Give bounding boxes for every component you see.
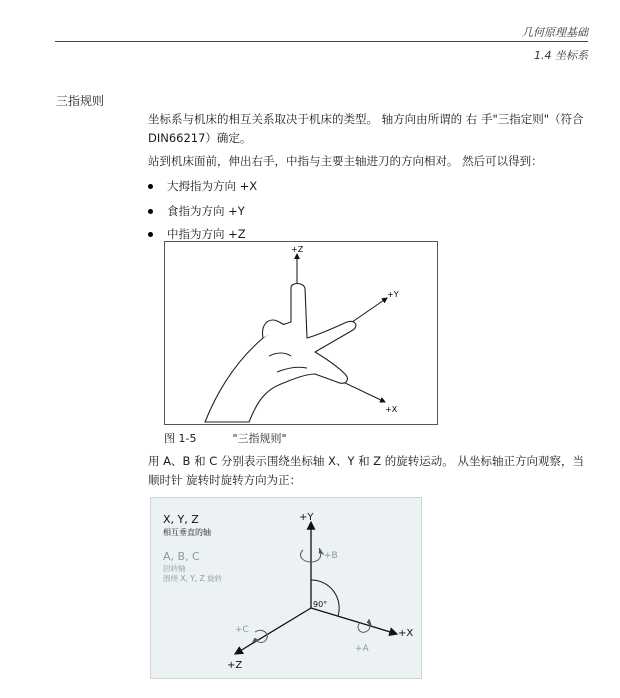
paragraph-rotation: 用 A、B 和 C 分别表示围绕坐标轴 X、Y 和 Z 的旋转运动。 从坐标轴正方向观察，当顺时针 旋转时旋转方向为正： [148, 454, 584, 487]
y-label: +Y [299, 512, 314, 523]
x-label: +X [398, 628, 414, 639]
axes-subtitle: 相互垂直的轴 [163, 528, 211, 537]
rotation-title: A, B, C [163, 550, 200, 563]
axes-diagram [151, 498, 421, 678]
bullet-text: 大拇指为方向 +X [167, 179, 258, 193]
header-chapter: 几何原理基础 [522, 26, 588, 39]
bullet-item [148, 203, 245, 219]
bullet-text: 食指为方向 +Y [167, 204, 245, 218]
paragraph-instruction: 站到机床面前，伸出右手，中指与主要主轴进刀的方向相对。 然后可以得到： [148, 154, 543, 168]
bullet-text: 中指为方向 +Z [167, 227, 246, 241]
bullet-item [148, 178, 257, 194]
axes-title: X, Y, Z [163, 513, 199, 526]
figure-axes-rotation [150, 497, 422, 679]
x-axis [311, 608, 397, 634]
bullet-dot [148, 232, 153, 237]
bullet-item [148, 226, 246, 242]
right-angle-arc [311, 580, 339, 616]
figure-three-finger-rule [164, 241, 438, 425]
header-divider [55, 41, 588, 42]
b-label: +B [324, 551, 338, 561]
right-hand-illustration [205, 284, 356, 423]
z-label: +Z [291, 245, 304, 254]
rotation-line1: 回转轴 [163, 564, 186, 573]
figure-caption [164, 430, 287, 446]
x-label: +X [385, 405, 398, 414]
bullet-dot [148, 209, 153, 214]
z-label: +Z [227, 660, 243, 671]
header-section: 1.4 坐标系 [534, 49, 588, 62]
c-label: +C [235, 625, 249, 635]
a-label: +A [355, 644, 369, 654]
rotation-line2: 围绕 X, Y, Z 旋转 [163, 574, 223, 583]
section-title: 三指规则 [56, 94, 105, 108]
paragraph-intro: 坐标系与机床的相互关系取决于机床的类型。 轴方向由所谓的 右 手"三指定则"（符合 DIN66217）确定。 [148, 112, 584, 145]
angle-label: 90° [313, 600, 328, 609]
y-label: +Y [387, 290, 399, 299]
bullet-dot [148, 184, 153, 189]
hand-diagram [165, 242, 437, 424]
figure-caption-text: "三指规则" [232, 432, 287, 445]
figure-number: 图 1-5 [164, 432, 197, 445]
rotation-b-icon [301, 548, 323, 562]
